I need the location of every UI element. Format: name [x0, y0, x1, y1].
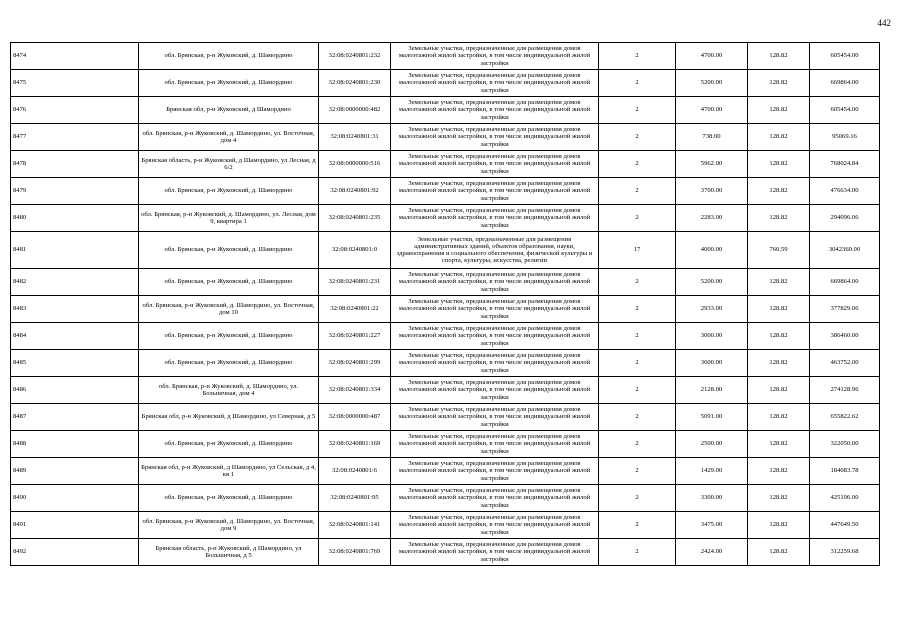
land-use-cell: Земельные участки, предназначенные для размещения домов малоэтажной жилой застройки, в том числе индивидуальной жилой застройки	[391, 512, 599, 539]
group-cell: 2	[599, 485, 676, 512]
table-row	[11, 124, 880, 151]
group-cell: 2	[599, 431, 676, 458]
address-cell: обл. Брянская, р-н Жуковский, д. Шамордино	[139, 350, 319, 377]
address-cell: обл. Брянская, р-н Жуковский, д. Шамордино, ул. Восточная, дом 10	[139, 296, 319, 323]
cadastral-value-cell: 274128.96	[810, 377, 880, 404]
address-cell: обл. Брянская, р-н Жуковский, д. Шамордино	[139, 43, 319, 70]
table-row	[11, 151, 880, 178]
specific-value-cell: 128.82	[748, 512, 810, 539]
table-row	[11, 296, 880, 323]
cadastral-number-cell: 32:08:0240801:141	[319, 512, 391, 539]
row-number: 8492	[11, 539, 139, 566]
row-number: 8476	[11, 97, 139, 124]
group-cell: 2	[599, 458, 676, 485]
land-use-cell: Земельные участки, предназначенные для размещения домов малоэтажной жилой застройки, в том числе индивидуальной жилой застройки	[391, 350, 599, 377]
specific-value-cell: 128.82	[748, 205, 810, 232]
specific-value-cell: 128.82	[748, 70, 810, 97]
table-row	[11, 350, 880, 377]
area-cell: 2933.00	[676, 296, 748, 323]
specific-value-cell: 128.82	[748, 178, 810, 205]
cadastral-number-cell: 32:08:0240801:235	[319, 205, 391, 232]
specific-value-cell: 128.82	[748, 269, 810, 296]
land-use-cell: Земельные участки, предназначенные для размещения домов малоэтажной жилой застройки, в том числе индивидуальной жилой застройки	[391, 404, 599, 431]
cadastral-number-cell: 32:08:0240801:22	[319, 296, 391, 323]
cadastral-value-cell: 463752.00	[810, 350, 880, 377]
address-cell: обл. Брянская, р-н Жуковский, д. Шамордино	[139, 178, 319, 205]
cadastral-value-cell: 95069.16	[810, 124, 880, 151]
group-cell: 2	[599, 97, 676, 124]
area-cell: 3475.00	[676, 512, 748, 539]
land-use-cell: Земельные участки, предназначенные для размещения административных зданий, объектов образования, науки, здравоохранения и социального обеспечения, физической культуры и спорта, культуры, искусства, религии	[391, 232, 599, 269]
group-cell: 2	[599, 124, 676, 151]
specific-value-cell: 128.82	[748, 97, 810, 124]
group-cell: 2	[599, 323, 676, 350]
row-number: 8485	[11, 350, 139, 377]
cadastral-value-cell: 447649.50	[810, 512, 880, 539]
cadastral-value-cell: 322050.00	[810, 431, 880, 458]
cadastral-number-cell: 32:08:0240801:334	[319, 377, 391, 404]
cadastral-value-cell: 669864.00	[810, 70, 880, 97]
specific-value-cell: 128.82	[748, 404, 810, 431]
group-cell: 2	[599, 539, 676, 566]
address-cell: Брянская область, р-н Жуковский, д Шамордино, ул Большичная, д 5	[139, 539, 319, 566]
specific-value-cell: 128.82	[748, 124, 810, 151]
row-number: 8487	[11, 404, 139, 431]
area-cell: 2424.00	[676, 539, 748, 566]
cadastral-number-cell: 32:08:0240801:230	[319, 70, 391, 97]
table-row	[11, 97, 880, 124]
table-row	[11, 205, 880, 232]
area-cell: 738.00	[676, 124, 748, 151]
group-cell: 17	[599, 232, 676, 269]
land-use-cell: Земельные участки, предназначенные для размещения домов малоэтажной жилой застройки, в том числе индивидуальной жилой застройки	[391, 43, 599, 70]
land-use-cell: Земельные участки, предназначенные для размещения домов малоэтажной жилой застройки, в том числе индивидуальной жилой застройки	[391, 377, 599, 404]
address-cell: Брянская обл, р-н Жуковский, д Шамордино	[139, 97, 319, 124]
cadastral-number-cell: 32:08:0240801:227	[319, 323, 391, 350]
table-row	[11, 70, 880, 97]
group-cell: 2	[599, 269, 676, 296]
cadastral-number-cell: 32:08:0240801:299	[319, 350, 391, 377]
cadastral-number-cell: 32:08:0240801:31	[319, 124, 391, 151]
area-cell: 2283.00	[676, 205, 748, 232]
area-cell: 2500.00	[676, 431, 748, 458]
cadastral-number-cell: 32:08:0240801:6	[319, 458, 391, 485]
cadastral-value-cell: 605454.00	[810, 97, 880, 124]
cadastral-number-cell: 32:08:0240801:92	[319, 178, 391, 205]
row-number: 8488	[11, 431, 139, 458]
row-number: 8484	[11, 323, 139, 350]
land-use-cell: Земельные участки, предназначенные для размещения домов малоэтажной жилой застройки, в том числе индивидуальной жилой застройки	[391, 151, 599, 178]
area-cell: 3300.00	[676, 485, 748, 512]
table-row	[11, 43, 880, 70]
row-number: 8477	[11, 124, 139, 151]
cadastral-value-cell: 768024.84	[810, 151, 880, 178]
table-row	[11, 539, 880, 566]
address-cell: Брянская обл, р-н Жуковский, д Шамордино, ул Сельская, д 4, кв 1	[139, 458, 319, 485]
cadastral-value-cell: 3042360.00	[810, 232, 880, 269]
specific-value-cell: 128.82	[748, 539, 810, 566]
table-row	[11, 512, 880, 539]
row-number: 8474	[11, 43, 139, 70]
area-cell: 3000.00	[676, 323, 748, 350]
group-cell: 2	[599, 205, 676, 232]
land-use-cell: Земельные участки, предназначенные для размещения домов малоэтажной жилой застройки, в том числе индивидуальной жилой застройки	[391, 296, 599, 323]
row-number: 8481	[11, 232, 139, 269]
row-number: 8479	[11, 178, 139, 205]
row-number: 8475	[11, 70, 139, 97]
group-cell: 2	[599, 377, 676, 404]
specific-value-cell: 128.82	[748, 151, 810, 178]
cadastral-number-cell: 32:08:0240801:0	[319, 232, 391, 269]
table-row	[11, 178, 880, 205]
area-cell: 4000.00	[676, 232, 748, 269]
group-cell: 2	[599, 296, 676, 323]
land-use-cell: Земельные участки, предназначенные для размещения домов малоэтажной жилой застройки, в том числе индивидуальной жилой застройки	[391, 178, 599, 205]
cadastral-value-cell: 184083.78	[810, 458, 880, 485]
cadastral-value-cell: 669864.00	[810, 269, 880, 296]
cadastral-value-cell: 655822.62	[810, 404, 880, 431]
area-cell: 5091.00	[676, 404, 748, 431]
address-cell: обл. Брянская, р-н Жуковский, д. Шамордино	[139, 323, 319, 350]
row-number: 8480	[11, 205, 139, 232]
address-cell: обл. Брянская, р-н Жуковский, д. Шамордино	[139, 232, 319, 269]
row-number: 8489	[11, 458, 139, 485]
address-cell: обл. Брянская, р-н Жуковский, д. Шамордино, ул. Лесная, дом 9, квартира 1	[139, 205, 319, 232]
specific-value-cell: 128.82	[748, 323, 810, 350]
cadastral-value-cell: 386460.00	[810, 323, 880, 350]
table-row	[11, 485, 880, 512]
row-number: 8483	[11, 296, 139, 323]
area-cell: 5200.00	[676, 269, 748, 296]
address-cell: обл. Брянская, р-н Жуковский, д. Шамордино	[139, 269, 319, 296]
land-use-cell: Земельные участки, предназначенные для размещения домов малоэтажной жилой застройки, в том числе индивидуальной жилой застройки	[391, 458, 599, 485]
group-cell: 2	[599, 404, 676, 431]
cadastral-number-cell: 32:08:0240801:232	[319, 43, 391, 70]
land-use-cell: Земельные участки, предназначенные для размещения домов малоэтажной жилой застройки, в том числе индивидуальной жилой застройки	[391, 431, 599, 458]
cadastral-number-cell: 32:08:0000000:482	[319, 97, 391, 124]
row-number: 8482	[11, 269, 139, 296]
cadastral-value-cell: 476634.00	[810, 178, 880, 205]
row-number: 8490	[11, 485, 139, 512]
area-cell: 3600.00	[676, 350, 748, 377]
specific-value-cell: 128.82	[748, 43, 810, 70]
land-use-cell: Земельные участки, предназначенные для размещения домов малоэтажной жилой застройки, в том числе индивидуальной жилой застройки	[391, 97, 599, 124]
address-cell: обл. Брянская, р-н Жуковский, д. Шамордино	[139, 485, 319, 512]
group-cell: 2	[599, 512, 676, 539]
specific-value-cell: 128.82	[748, 485, 810, 512]
table-row	[11, 404, 880, 431]
table-row	[11, 232, 880, 269]
table-row	[11, 377, 880, 404]
land-use-cell: Земельные участки, предназначенные для размещения домов малоэтажной жилой застройки, в том числе индивидуальной жилой застройки	[391, 124, 599, 151]
land-use-cell: Земельные участки, предназначенные для размещения домов малоэтажной жилой застройки, в том числе индивидуальной жилой застройки	[391, 70, 599, 97]
table-row	[11, 458, 880, 485]
area-cell: 5962.00	[676, 151, 748, 178]
cadastral-number-cell: 32:08:0240801:769	[319, 539, 391, 566]
land-use-cell: Земельные участки, предназначенные для размещения домов малоэтажной жилой застройки, в том числе индивидуальной жилой застройки	[391, 205, 599, 232]
cadastral-number-cell: 32:08:0240801:231	[319, 269, 391, 296]
cadastral-value-table	[10, 42, 880, 566]
specific-value-cell: 128.82	[748, 431, 810, 458]
area-cell: 5200.00	[676, 70, 748, 97]
cadastral-number-cell: 32:08:0000000:516	[319, 151, 391, 178]
page-number: 442	[877, 18, 891, 28]
group-cell: 2	[599, 43, 676, 70]
area-cell: 3700.00	[676, 178, 748, 205]
cadastral-number-cell: 32:08:0240801:95	[319, 485, 391, 512]
specific-value-cell: 128.82	[748, 377, 810, 404]
land-use-cell: Земельные участки, предназначенные для размещения домов малоэтажной жилой застройки, в том числе индивидуальной жилой застройки	[391, 269, 599, 296]
area-cell: 4700.00	[676, 97, 748, 124]
table-row	[11, 431, 880, 458]
row-number: 8491	[11, 512, 139, 539]
address-cell: Брянская область, р-н Жуковский, д Шамордино, ул Лесная, д 6/2	[139, 151, 319, 178]
cadastral-number-cell: 32:08:0240801:169	[319, 431, 391, 458]
specific-value-cell: 128.82	[748, 458, 810, 485]
cadastral-number-cell: 32:08:0000000:487	[319, 404, 391, 431]
area-cell: 1429.00	[676, 458, 748, 485]
address-cell: Брянская обл, р-н Жуковский, д Шамордино, ул Северная, д 5	[139, 404, 319, 431]
land-use-cell: Земельные участки, предназначенные для размещения домов малоэтажной жилой застройки, в том числе индивидуальной жилой застройки	[391, 323, 599, 350]
address-cell: обл. Брянская, р-н Жуковский, д. Шамордино, ул. Больничная, дом 4	[139, 377, 319, 404]
area-cell: 4700.00	[676, 43, 748, 70]
specific-value-cell: 760.59	[748, 232, 810, 269]
group-cell: 2	[599, 151, 676, 178]
address-cell: обл. Брянская, р-н Жуковский, д. Шамордино	[139, 431, 319, 458]
address-cell: обл. Брянская, р-н Жуковский, д. Шамордино, ул. Восточная, дом 9	[139, 512, 319, 539]
group-cell: 2	[599, 178, 676, 205]
cadastral-value-cell: 294096.06	[810, 205, 880, 232]
land-use-cell: Земельные участки, предназначенные для размещения домов малоэтажной жилой застройки, в том числе индивидуальной жилой застройки	[391, 485, 599, 512]
land-use-cell: Земельные участки, предназначенные для размещения домов малоэтажной жилой застройки, в том числе индивидуальной жилой застройки	[391, 539, 599, 566]
row-number: 8478	[11, 151, 139, 178]
cadastral-value-cell: 425106.00	[810, 485, 880, 512]
row-number: 8486	[11, 377, 139, 404]
specific-value-cell: 128.82	[748, 296, 810, 323]
cadastral-value-cell: 377829.06	[810, 296, 880, 323]
group-cell: 2	[599, 70, 676, 97]
table-row	[11, 269, 880, 296]
area-cell: 2128.00	[676, 377, 748, 404]
cadastral-value-cell: 605454.00	[810, 43, 880, 70]
group-cell: 2	[599, 350, 676, 377]
address-cell: обл. Брянская, р-н Жуковский, д. Шамордино	[139, 70, 319, 97]
specific-value-cell: 128.82	[748, 350, 810, 377]
table-row	[11, 323, 880, 350]
cadastral-value-cell: 312259.68	[810, 539, 880, 566]
address-cell: обл. Брянская, р-н Жуковский, д. Шамордино, ул. Восточная, дом 4	[139, 124, 319, 151]
